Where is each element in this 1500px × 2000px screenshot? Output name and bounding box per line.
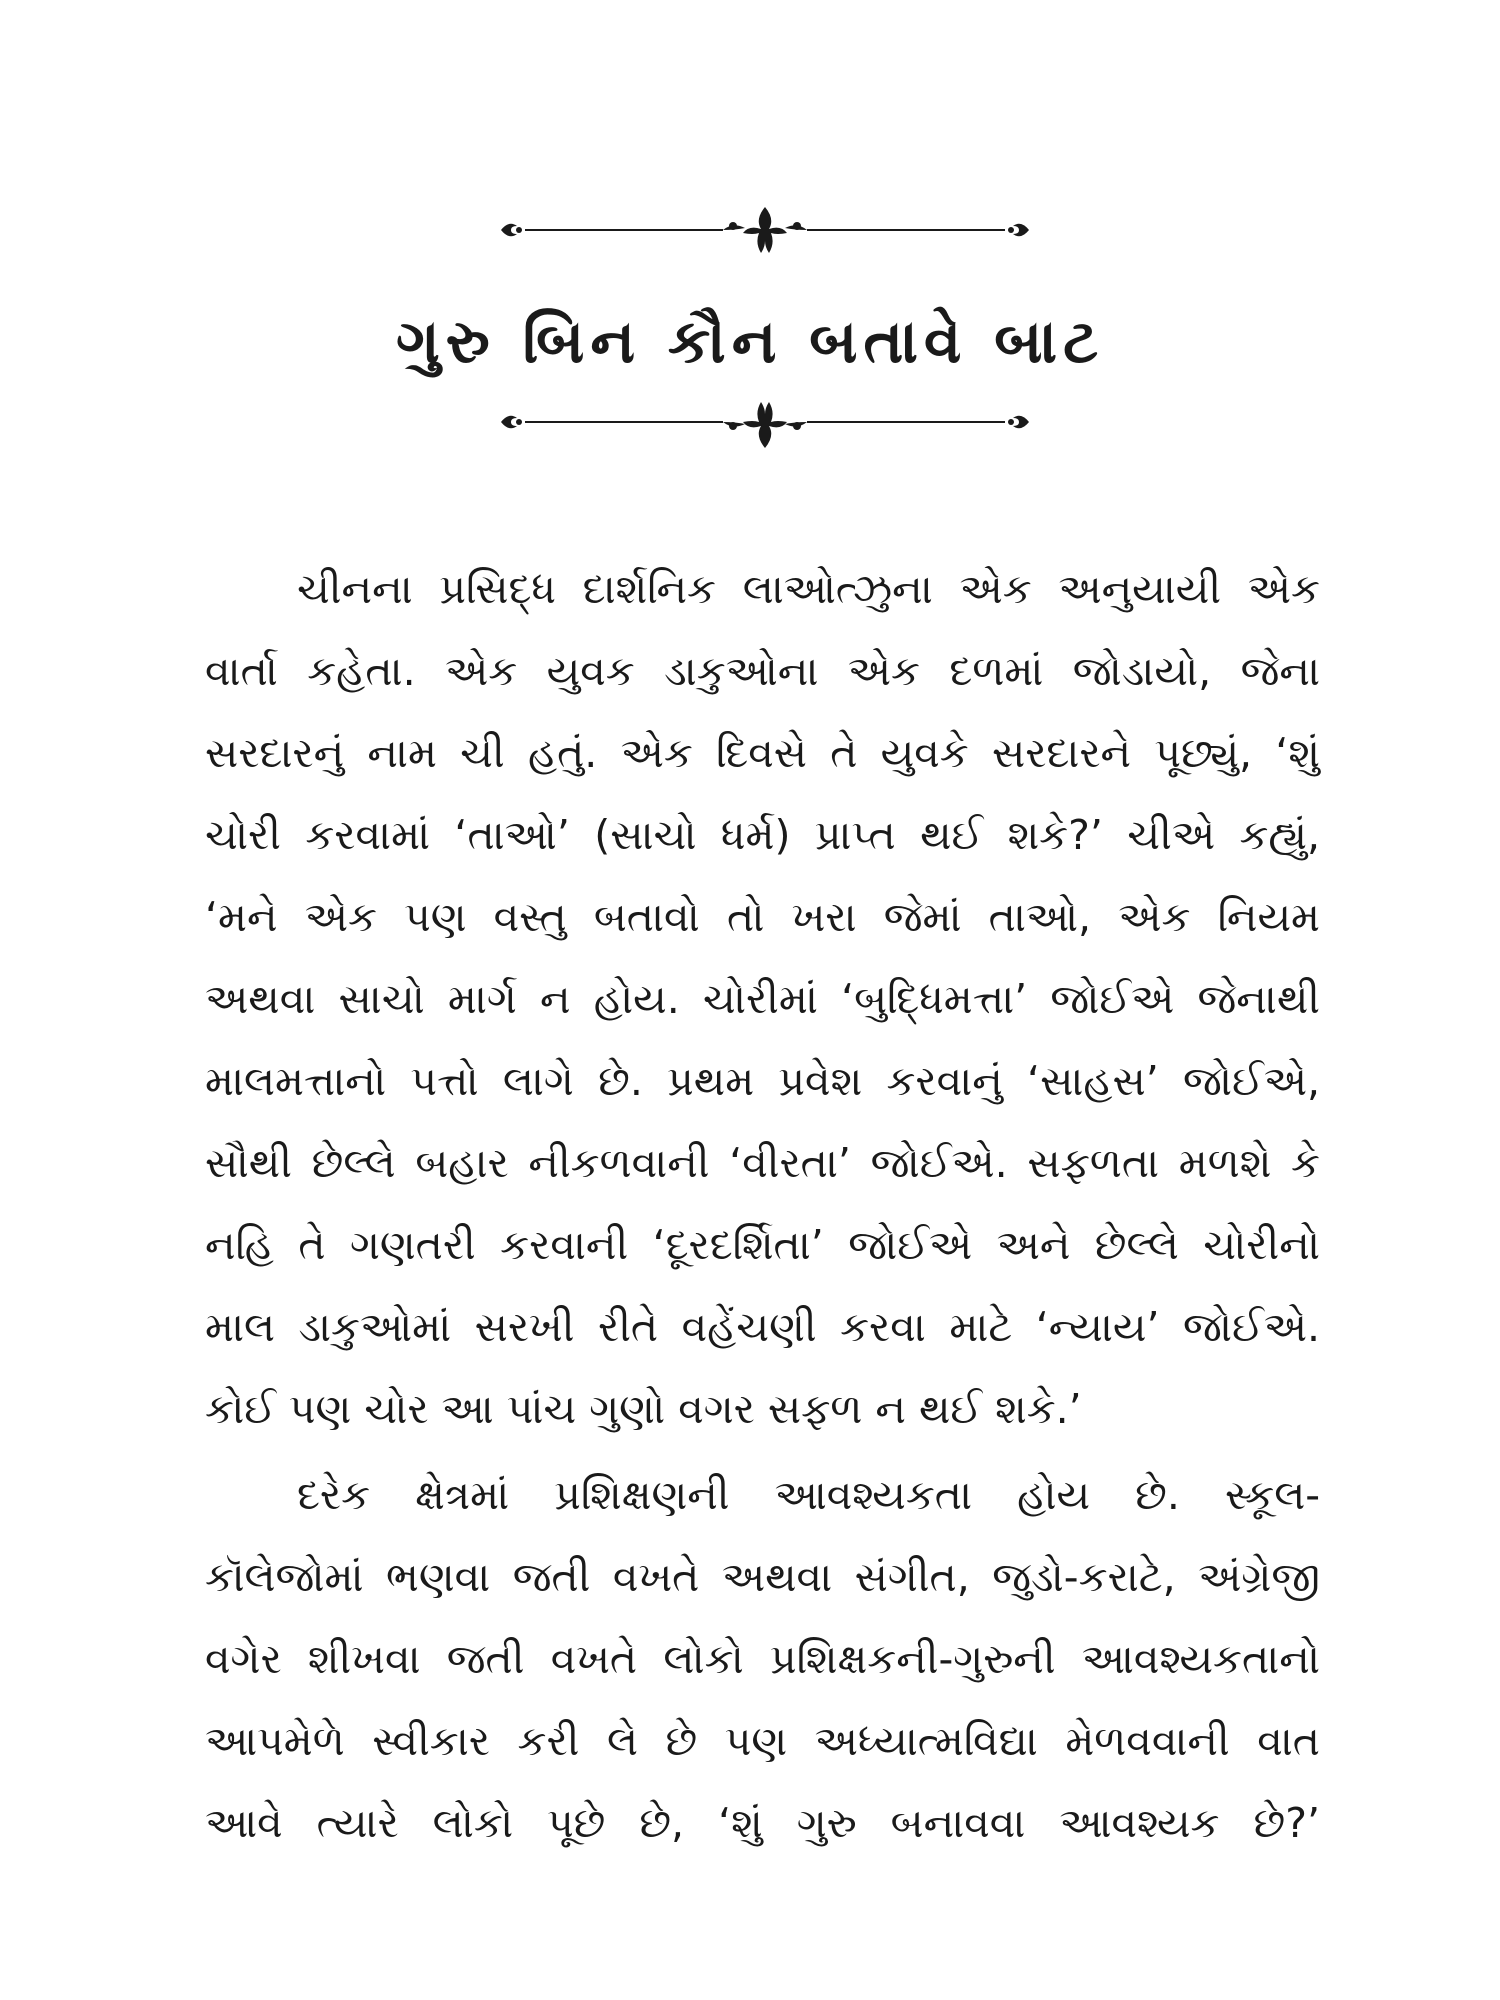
paragraph-1-line: અથવા સાચો માર્ગ ન હોય. ચોરીમાં ‘બુદ્ધિમત્તા’ જોઈએ જેનાથી bbox=[205, 975, 1320, 1023]
top-ornament bbox=[495, 205, 1035, 255]
paragraph-1-line: માલમત્તાનો પત્તો લાગે છે. પ્રથમ પ્રવેશ કરવાનું ‘સાહસ’ જોઈએ, bbox=[205, 1057, 1320, 1105]
bottom-ornament bbox=[495, 400, 1035, 450]
paragraph-1-line: ‘મને એક પણ વસ્તુ બતાવો તો ખરા જેમાં તાઓ, એક નિયમ bbox=[205, 893, 1320, 941]
paragraph-1-line: ચોરી કરવામાં ‘તાઓ’ (સાચો ધર્મ) પ્રાપ્ત થઈ શકે?’ ચીએ કહ્યું, bbox=[205, 811, 1320, 859]
paragraph-2-line: દરેક ક્ષેત્રમાં પ્રશિક્ષણની આવશ્યકતા હોય છે. સ્કૂલ- bbox=[297, 1471, 1320, 1519]
paragraph-2-line: કૉલેજોમાં ભણવા જતી વખતે અથવા સંગીત, જુડો-કરાટે, અંગ્રેજી bbox=[205, 1553, 1320, 1601]
paragraph-1-line: સરદારનું નામ ચી હતું. એક દિવસે તે યુવકે સરદારને પૂછ્યું, ‘શું bbox=[205, 729, 1320, 777]
paragraph-1-line: માલ ડાકુઓમાં સરખી રીતે વહેંચણી કરવા માટે ‘ન્યાય’ જોઈએ. bbox=[205, 1303, 1320, 1351]
paragraph-1-line: કોઈ પણ ચોર આ પાંચ ગુણો વગર સફળ ન થઈ શકે.’ bbox=[205, 1385, 1082, 1433]
paragraph-2-line: વગેર શીખવા જતી વખતે લોકો પ્રશિક્ષકની-ગુરુની આવશ્યકતાનો bbox=[205, 1635, 1320, 1683]
chapter-title: ગુરુ બિન કૌન બતાવે બાટ bbox=[395, 307, 1105, 377]
body-text bbox=[205, 548, 1320, 1864]
paragraph-1-line: સૌથી છેલ્લે બહાર નીકળવાની ‘વીરતા’ જોઈએ. સફળતા મળશે કે bbox=[205, 1139, 1320, 1187]
paragraph-1-line: નહિ તે ગણતરી કરવાની ‘દૂરદર્શિતા’ જોઈએ અને છેલ્લે ચોરીનો bbox=[205, 1221, 1320, 1269]
paragraph-2-line: આવે ત્યારે લોકો પૂછે છે, ‘શું ગુરુ બનાવવા આવશ્યક છે?’ bbox=[205, 1799, 1320, 1847]
paragraph-1-line: વાર્તા કહેતા. એક યુવક ડાકુઓના એક દળમાં જોડાયો, જેના bbox=[205, 647, 1320, 695]
paragraph-1-line: ચીનના પ્રસિદ્ધ દાર્શનિક લાઓત્ઝુના એક અનુયાયી એક bbox=[297, 565, 1320, 613]
paragraph-2-line: આપમેળે સ્વીકાર કરી લે છે પણ અધ્યાત્મવિદ્યા મેળવવાની વાત bbox=[205, 1717, 1320, 1765]
